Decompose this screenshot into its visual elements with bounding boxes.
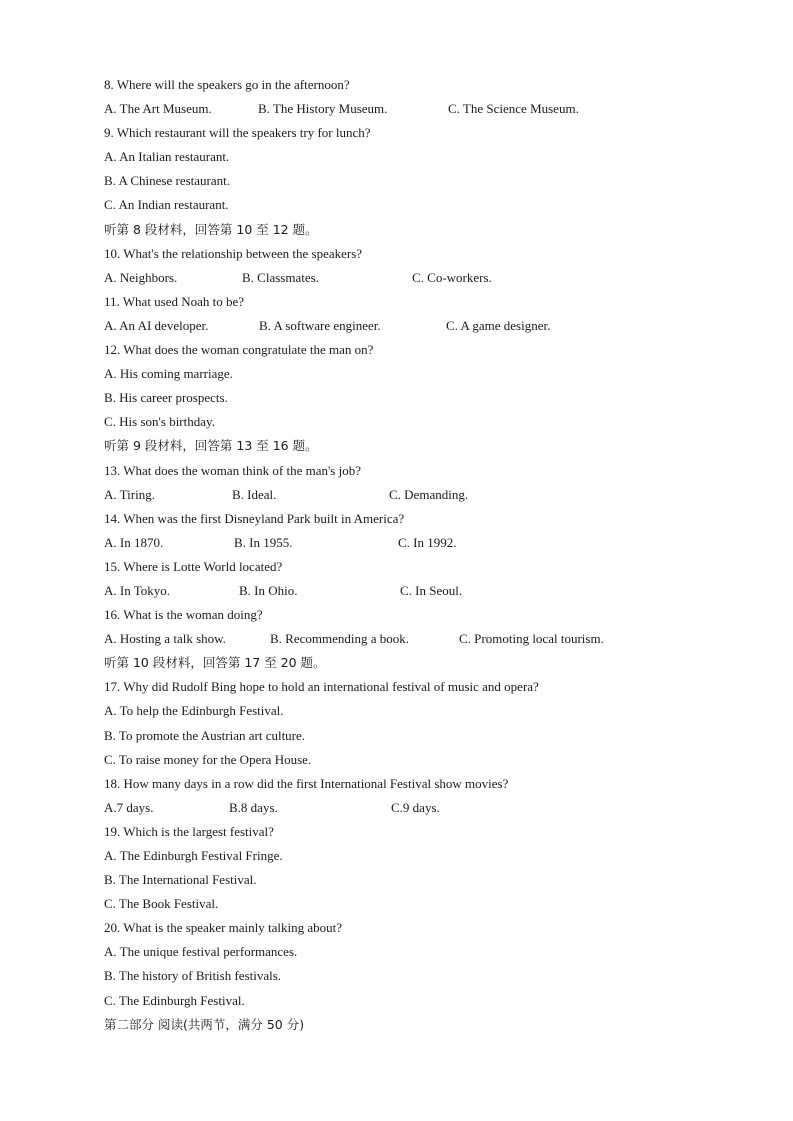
answer-options-row [104,581,744,605]
question-line: 14. When was the first Disneyland Park built in America? [104,510,405,526]
answer-option: A. In 1870. [104,534,164,550]
answer-options-row [104,316,744,340]
question-line: A. An Italian restaurant. [104,149,230,165]
question-line: B. A Chinese restaurant. [104,173,231,189]
section-heading: 听第 8 段材料，回答第 10 至 12 题。 [104,221,318,237]
question-line: B. To promote the Austrian art culture. [104,727,306,743]
answer-options-row [104,798,744,822]
question-line: 17. Why did Rudolf Bing hope to hold an international festival of music and opera? [104,679,539,695]
section-heading: 第二部分 阅读(共两节，满分 50 分) [104,1016,305,1032]
question-line: A. To help the Edinburgh Festival. [104,703,284,719]
answer-option: A. Neighbors. [104,269,178,285]
answer-option: C. Promoting local tourism. [459,631,604,647]
question-line: 12. What does the woman congratulate the man on? [104,342,374,358]
answer-option: C. Co-workers. [412,269,492,285]
section-heading: 听第 9 段材料，回答第 13 至 16 题。 [104,438,318,454]
question-line: C. An Indian restaurant. [104,197,229,213]
answer-option: B. Recommending a book. [270,631,410,647]
answer-option: A. An AI developer. [104,317,209,333]
question-line: A. His coming marriage. [104,366,233,382]
exam-page [104,75,744,1039]
question-line: A. The unique festival performances. [104,944,298,960]
answer-options-row [104,268,744,292]
question-line: C. His son's birthday. [104,414,215,430]
answer-option: A. Tiring. [104,486,155,502]
answer-option: A. Hosting a talk show. [104,631,226,647]
answer-option: C. A game designer. [446,317,551,333]
answer-option: C. In 1992. [398,534,457,550]
answer-option: C. In Seoul. [400,582,463,598]
answer-option: A.7 days. [104,799,154,815]
answer-option: C.9 days. [391,799,440,815]
question-line: 8. Where will the speakers go in the afternoon? [104,77,350,92]
answer-options-row [104,533,744,557]
question-line: C. To raise money for the Opera House. [104,751,312,767]
answer-options-row [104,629,744,653]
question-line: C. The Book Festival. [104,896,219,912]
question-line: 19. Which is the largest festival? [104,823,274,839]
question-line: 16. What is the woman doing? [104,607,263,623]
question-line: A. The Edinburgh Festival Fringe. [104,848,283,863]
answer-option: B. In 1955. [234,534,293,550]
answer-option: A. The Art Museum. [104,101,212,117]
answer-option: C. The Science Museum. [448,101,579,117]
question-line: 11. What used Noah to be? [104,293,245,309]
answer-option: B. The History Museum. [258,101,388,117]
section-heading: 听第 10 段材料，回答第 17 至 20 题。 [104,655,326,671]
question-line: C. The Edinburgh Festival. [104,992,245,1008]
answer-option: B. A software engineer. [259,317,381,333]
answer-option: A. In Tokyo. [104,582,171,598]
question-line: 13. What does the woman think of the man's job? [104,462,361,478]
answer-option: B. Ideal. [232,486,277,502]
question-line: 15. Where is Lotte World located? [104,558,283,574]
question-line: 9. Which restaurant will the speakers try for lunch? [104,125,371,141]
question-line: B. His career prospects. [104,390,228,406]
question-line: 10. What's the relationship between the speakers? [104,245,363,261]
question-line: 20. What is the speaker mainly talking about? [104,920,343,936]
answer-option: B. Classmates. [242,269,319,285]
answer-option: C. Demanding. [389,486,469,502]
answer-option: B.8 days. [229,799,278,815]
question-line: B. The International Festival. [104,872,257,888]
question-line: 18. How many days in a row did the first International Festival show movies? [104,775,509,791]
question-line: B. The history of British festivals. [104,968,282,984]
answer-options-row [104,485,744,509]
answer-options-row [104,99,744,123]
answer-option: B. In Ohio. [239,582,298,598]
